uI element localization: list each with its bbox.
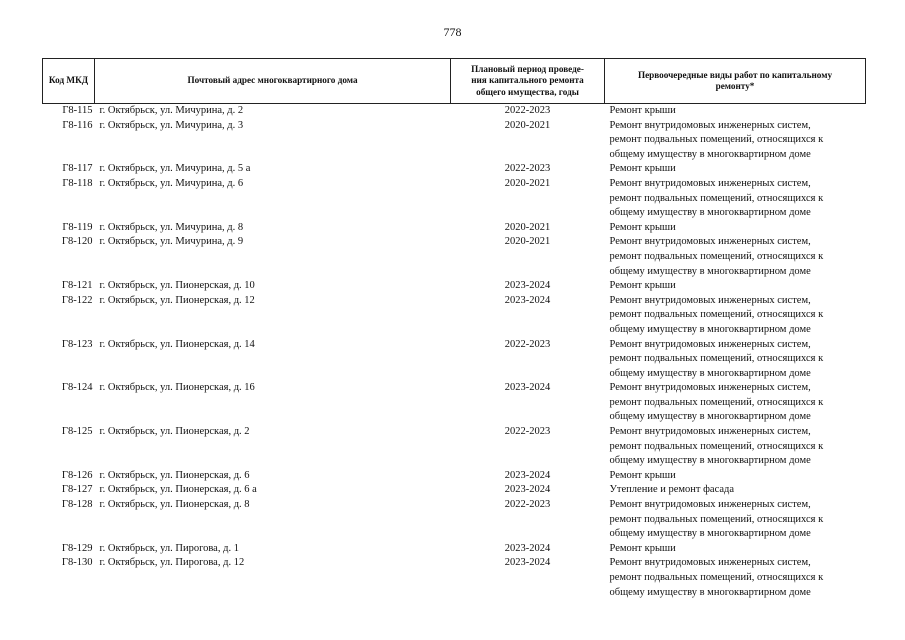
repair-works-line: общему имуществу в многоквартирном доме: [609, 455, 811, 467]
repair-works-line: ремонт подвальных помещений, относящихся к: [609, 309, 824, 321]
postal-address: г. Октябрьск, ул. Пионерская, д. 6 а: [99, 484, 257, 496]
repair-works-line: общему имуществу в многоквартирном доме: [609, 586, 811, 598]
repair-works-line: Ремонт внутридомовых инженерных систем,: [609, 426, 811, 438]
mkd-code: Г8-115: [62, 105, 93, 116]
header-works-line: ремонту*: [715, 81, 755, 91]
postal-address: г. Октябрьск, ул. Пионерская, д. 2: [99, 426, 250, 438]
repair-works-line: ремонт подвальных помещений, относящихся к: [609, 134, 824, 146]
repair-works-line: общему имуществу в многоквартирном доме: [609, 528, 811, 540]
table-row: [43, 177, 866, 221]
mkd-code: Г8-127: [61, 484, 93, 496]
table-row: [43, 556, 866, 600]
planned-period: 2020-2021: [504, 221, 551, 233]
postal-address: г. Октябрьск, ул. Пирогова, д. 12: [99, 557, 245, 569]
postal-address: г. Октябрьск, ул. Мичурина, д. 3: [99, 119, 244, 131]
header-address: Почтовый адрес многоквартирного дома: [95, 59, 451, 104]
postal-address: г. Октябрьск, ул. Пирогова, д. 1: [99, 542, 239, 554]
planned-period: 2020-2021: [504, 236, 551, 248]
repair-works-line: ремонт подвальных помещений, относящихся к: [609, 192, 824, 204]
repair-works-line: ремонт подвальных помещений, относящихся к: [609, 440, 824, 452]
page-number: 778: [443, 25, 462, 39]
repair-works-line: общему имуществу в многоквартирном доме: [609, 411, 811, 423]
repair-works: [605, 542, 866, 557]
repair-works-line: ремонт подвальных помещений, относящихся к: [609, 513, 824, 525]
planned-period: 2023-2024: [504, 542, 551, 554]
repair-works: [605, 425, 866, 469]
repair-works: [605, 177, 866, 221]
planned-period: 2023-2024: [504, 469, 551, 481]
postal-address: г. Октябрьск, ул. Мичурина, д. 9: [99, 236, 244, 248]
repair-works-line: общему имуществу в многоквартирном доме: [609, 265, 811, 277]
repair-works-line: Ремонт внутридомовых инженерных систем,: [609, 119, 811, 131]
table-row: [43, 542, 866, 557]
repair-works-line: Ремонт внутридомовых инженерных систем,: [609, 236, 811, 248]
repair-works-line: Ремонт внутридомовых инженерных систем,: [609, 557, 811, 569]
repair-works-line: общему имуществу в многоквартирном доме: [609, 367, 811, 379]
repair-works: [605, 279, 866, 294]
repair-works: [605, 469, 866, 484]
mkd-code: Г8-123: [61, 338, 93, 350]
postal-address: г. Октябрьск, ул. Мичурина, д. 6: [99, 177, 244, 189]
repair-works-line: Утепление и ремонт фасада: [609, 484, 735, 496]
mkd-code: Г8-121: [61, 280, 93, 292]
postal-address: г. Октябрьск, ул. Пионерская, д. 12: [99, 294, 255, 306]
repair-works-line: ремонт подвальных помещений, относящихся к: [609, 353, 824, 365]
repair-works-line: Ремонт крыши: [609, 105, 676, 116]
mkd-code: Г8-122: [61, 294, 93, 306]
mkd-code: Г8-129: [61, 542, 93, 554]
planned-period: 2022-2023: [504, 105, 551, 116]
mkd-code: Г8-116: [62, 119, 93, 131]
planned-period: 2023-2024: [504, 557, 551, 569]
repair-works-line: Ремонт внутридомовых инженерных систем,: [609, 499, 811, 511]
repair-works: [605, 556, 866, 600]
mkd-code: Г8-119: [62, 221, 93, 233]
table-header: [43, 59, 866, 104]
planned-period: 2022-2023: [504, 163, 551, 175]
table-body: [43, 104, 866, 601]
repair-works: [605, 104, 866, 119]
table-row: [43, 279, 866, 294]
repair-works-line: Ремонт крыши: [609, 469, 676, 481]
repair-works-line: общему имуществу в многоквартирном доме: [609, 148, 811, 160]
mkd-code: Г8-120: [61, 236, 93, 248]
table-row: [43, 338, 866, 382]
table-row: [43, 294, 866, 338]
planned-period: 2022-2023: [504, 338, 551, 350]
table-row: [43, 119, 866, 163]
repair-works-line: Ремонт внутридомовых инженерных систем,: [609, 338, 811, 350]
header-period: [451, 59, 605, 104]
repair-works: [605, 381, 866, 425]
mkd-code: Г8-117: [62, 163, 93, 175]
table-row: [43, 104, 866, 119]
planned-period: 2023-2024: [504, 484, 551, 496]
repair-works-line: Ремонт крыши: [609, 280, 676, 292]
repair-schedule-table: [42, 58, 866, 600]
header-works-line: Первоочередные виды работ по капитальному: [637, 69, 833, 80]
planned-period: 2022-2023: [504, 499, 551, 511]
repair-works-line: Ремонт внутридомовых инженерных систем,: [609, 177, 811, 189]
planned-period: 2020-2021: [504, 177, 551, 189]
header-code: Код МКД: [43, 59, 95, 104]
header-period-line: ния капитального ремонта: [471, 75, 584, 86]
postal-address: г. Октябрьск, ул. Пионерская, д. 6: [99, 469, 250, 481]
repair-works: [605, 119, 866, 163]
repair-works-line: Ремонт крыши: [609, 221, 676, 233]
header-works: [605, 59, 866, 104]
planned-period: 2020-2021: [504, 119, 551, 131]
table-row: [43, 425, 866, 469]
postal-address: г. Октябрьск, ул. Мичурина, д. 8: [99, 221, 244, 233]
repair-works-line: ремонт подвальных помещений, относящихся к: [609, 250, 824, 262]
repair-works: [605, 338, 866, 382]
repair-works-line: общему имуществу в многоквартирном доме: [609, 323, 811, 335]
planned-period: 2023-2024: [504, 382, 551, 394]
table-row: [43, 235, 866, 279]
postal-address: г. Октябрьск, ул. Пионерская, д. 8: [99, 499, 250, 511]
repair-works: [605, 162, 866, 177]
mkd-code: Г8-130: [61, 557, 93, 569]
mkd-code: Г8-126: [61, 469, 93, 481]
repair-works-line: ремонт подвальных помещений, относящихся к: [609, 396, 824, 408]
table-row: [43, 381, 866, 425]
repair-works-line: Ремонт внутридомовых инженерных систем,: [609, 382, 811, 394]
planned-period: 2022-2023: [504, 426, 551, 438]
postal-address: г. Октябрьск, ул. Мичурина, д. 2: [99, 105, 244, 116]
postal-address: г. Октябрьск, ул. Пионерская, д. 14: [99, 338, 255, 350]
table-row: [43, 162, 866, 177]
repair-works: [605, 235, 866, 279]
repair-works-line: Ремонт крыши: [609, 163, 676, 175]
header-period-line: Плановый период проведе-: [471, 63, 584, 74]
repair-works: [605, 221, 866, 236]
planned-period: 2023-2024: [504, 294, 551, 306]
table-row: [43, 483, 866, 498]
mkd-code: Г8-128: [61, 499, 93, 511]
mkd-code: Г8-125: [61, 426, 93, 438]
table-row: [43, 498, 866, 542]
postal-address: г. Октябрьск, ул. Пионерская, д. 10: [99, 280, 255, 292]
postal-address: г. Октябрьск, ул. Пионерская, д. 16: [99, 382, 255, 394]
header-period-line: общего имущества, годы: [476, 86, 579, 97]
repair-works-line: Ремонт внутридомовых инженерных систем,: [609, 294, 811, 306]
repair-works-line: Ремонт крыши: [609, 542, 676, 554]
table-row: [43, 469, 866, 484]
repair-works-line: общему имуществу в многоквартирном доме: [609, 207, 811, 219]
repair-works: [605, 483, 866, 498]
mkd-code: Г8-124: [61, 382, 93, 394]
postal-address: г. Октябрьск, ул. Мичурина, д. 5 а: [99, 163, 251, 175]
repair-works-line: ремонт подвальных помещений, относящихся к: [609, 572, 824, 583]
table-row: [43, 221, 866, 236]
repair-works: [605, 294, 866, 338]
mkd-code: Г8-118: [62, 177, 93, 189]
repair-works: [605, 498, 866, 542]
planned-period: 2023-2024: [504, 280, 551, 292]
